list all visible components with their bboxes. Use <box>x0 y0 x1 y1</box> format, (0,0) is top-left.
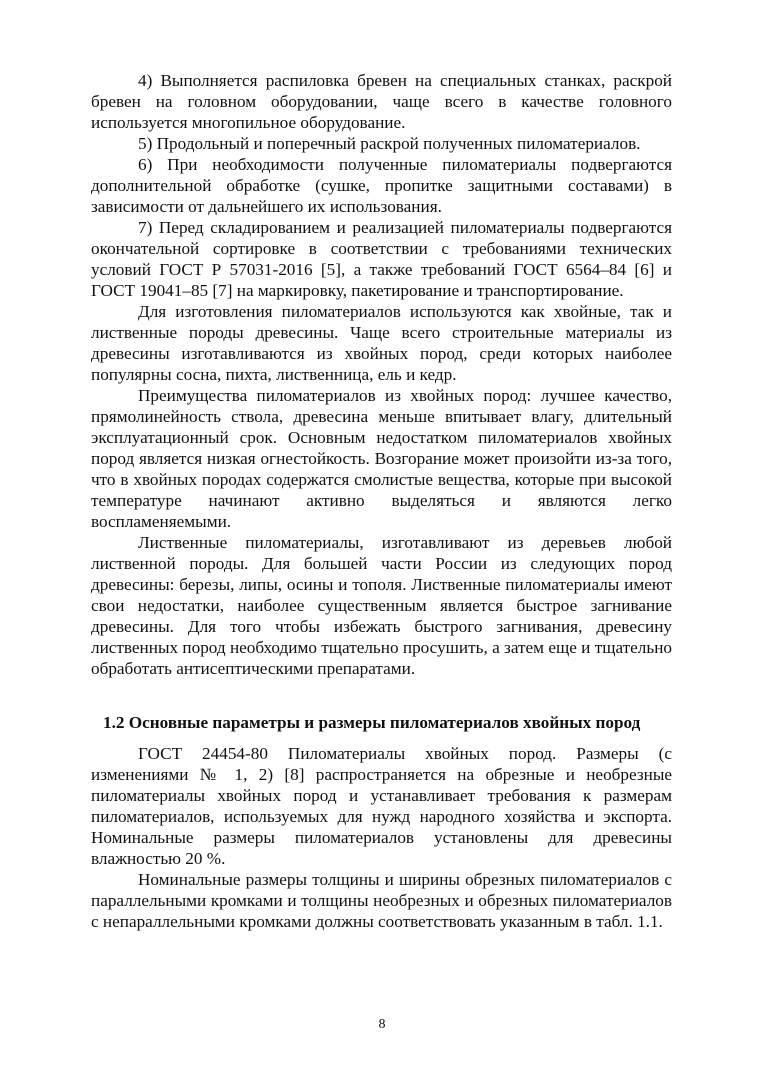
paragraph-gost-24454: ГОСТ 24454-80 Пиломатериалы хвойных пород. Размеры (с изменениями № 1, 2) [8] распространяется на обрезные и необрезные пиломатериалы хвойных пород и устанавливает требования к размерам пиломатериалов, используемых для нужд народного хозяйства и экспорта. Номинальные размеры пиломатериалов установлены для древесины влажностью 20 %. <box>91 744 672 868</box>
paragraph-step-4: 4) Выполняется распиловка бревен на специальных станках, раскрой бревен на головном оборудовании, чаще всего в качестве головного используется многопильное оборудование. <box>91 71 672 132</box>
page-number: 8 <box>378 1017 386 1032</box>
paragraph-step-7: 7) Перед складированием и реализацией пиломатериалы подвергаются окончательной сортировке в соответствии с требованиями технических условий ГОСТ Р 57031-2016 [5], а также требований ГОСТ 6564–84 [6] и ГОСТ 19041–85 [7] на маркировку, пакетирование и транспортирование. <box>91 218 672 300</box>
paragraph-wood-species: Для изготовления пиломатериалов используются как хвойные, так и лиственные породы древесины. Чаще всего строительные материалы из древесины изготавливаются из хвойных пород, среди которых наиболее популярны сосна, пихта, лиственница, ель и кедр. <box>91 302 672 384</box>
paragraph-deciduous-lumber: Лиственные пиломатериалы, изготавливают из деревьев любой лиственной породы. Для большей части России из следующих пород древесины: березы, липы, осины и тополя. Лиственные пиломатериалы имеют свои недостатки, наиболее существенным является быстрое загнивание древесины. Для того чтобы избежать быстрого загнивания, древесину лиственных пород необходимо тщательно просушить, а затем еще и тщательно обработать антисептическими препаратами. <box>91 533 672 678</box>
paragraph-step-6: 6) При необходимости полученные пиломатериалы подвергаются дополнительной обработке (сушке, пропитке защитными составами) в зависимости от дальнейшего их использования. <box>91 155 672 216</box>
section-heading: 1.2 Основные параметры и размеры пиломатериалов хвойных пород <box>103 713 641 732</box>
paragraph-step-5: 5) Продольный и поперечный раскрой полученных пиломатериалов. <box>138 134 641 153</box>
body-text-upper <box>91 70 672 679</box>
body-text-lower <box>91 743 672 932</box>
paragraph-conifer-advantages: Преимущества пиломатериалов из хвойных пород: лучшее качество, прямолинейность ствола, древесина меньше впитывает влагу, длительный эксплуатационный срок. Основным недостатком пиломатериалов хвойных пород является низкая огнестойкость. Возгорание может произойти из-за того, что в хвойных породах содержатся смолистые вещества, которые при высокой температуре начинают активно выделяться и являются легко воспламеняемыми. <box>91 386 672 531</box>
paragraph-nominal-sizes: Номинальные размеры толщины и ширины обрезных пиломатериалов с параллельными кромками и толщины необрезных и обрезных пиломатериалов с непараллельными кромками должны соответствовать указанным в табл. 1.1. <box>91 870 672 931</box>
